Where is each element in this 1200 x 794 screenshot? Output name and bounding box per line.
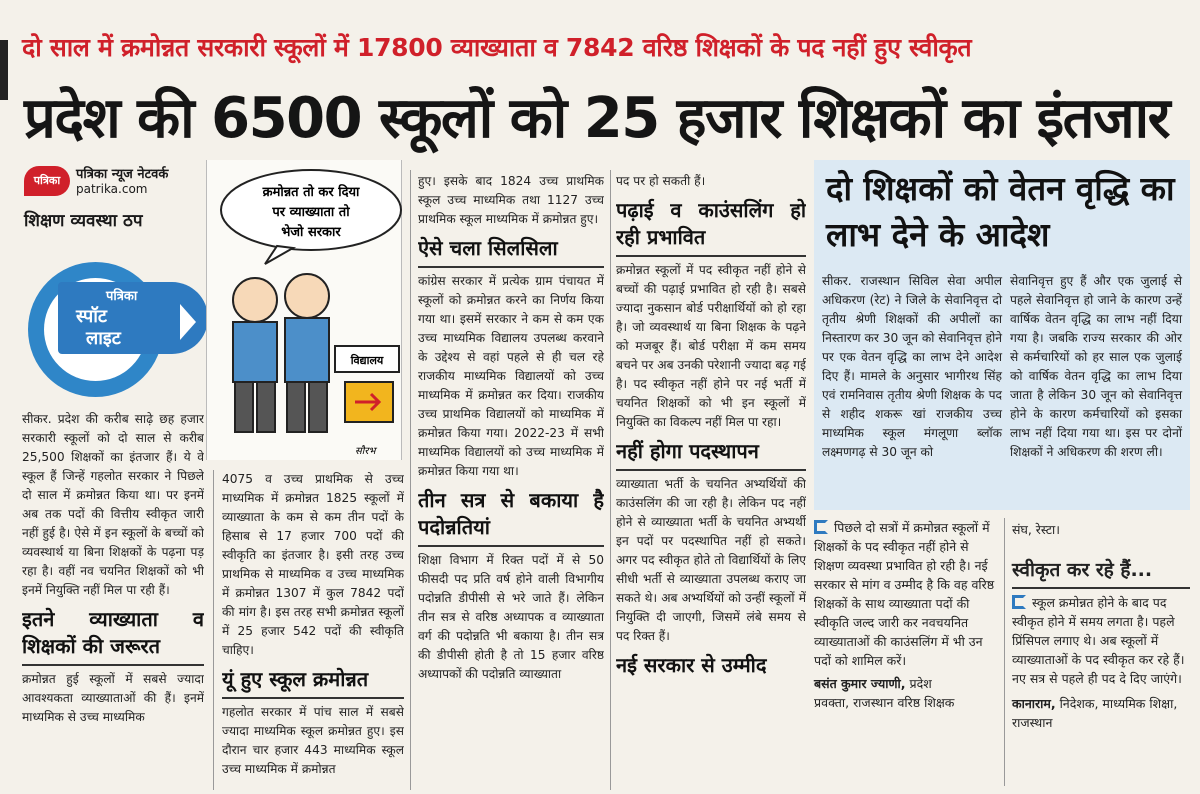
article-column-1: [22, 410, 204, 794]
col3-subhead-1: ऐसे चला सिलसिला: [418, 236, 558, 260]
quote-icon: [814, 520, 828, 534]
col3-rule-2: [418, 545, 604, 547]
brand-name: पत्रिका न्यूज नेटवर्क: [76, 167, 169, 182]
col3-subhead-2: तीन सत्र से बकाया है पदोन्नतियां: [418, 488, 604, 539]
quote1-role2: प्रवक्ता, राजस्थान वरिष्ठ शिक्षक: [814, 695, 955, 710]
sidebar-story-box: [814, 160, 1190, 510]
cartoon: [206, 160, 402, 460]
spotlight-line2: लाइट: [86, 328, 121, 349]
bubble-line3: भेजो सरकार: [281, 225, 341, 240]
col1-para2: क्रमोन्नत हुई स्कूलों में सबसे ज्यादा आवश्यकता व्याख्याताओं की हैं। इनमें माध्यमिक से उच्च माध्यमिक: [22, 672, 204, 724]
col4-para1: पद पर हो सकती हैं।: [616, 174, 706, 188]
col1-subhead: इतने व्याख्याता व शिक्षकों की जरूरत: [22, 607, 204, 658]
section-tag: शिक्षण व्यवस्था ठप: [24, 211, 143, 231]
quote-icon: [1012, 595, 1026, 609]
bubble-line1: क्रमोन्नत तो कर दिया: [262, 185, 360, 200]
col3-para2: कांग्रेस सरकार में प्रत्येक ग्राम पंचायत में स्कूलों को क्रमोन्नत करने का निर्णय किया गया था। इसमें सरकार ने कम से कम एक उच्च माध्यमिक विद्यालय उपलब्ध करवाने के उद्देश्य से वहां पहले से ही चल रहे राजकीय माध्यमिक विद्यालयों को उच्च माध्यमिक में क्रमोन्नत कर दिया। राजकीय उच्च प्राथमिक विद्यालयों को माध्यमिक में क्रमोन्नत किया गया। 2022-23 में सभी माध्यमिक विद्यालयों को उच्च माध्यमिक में क्रमोन्नत किया गया था।: [418, 274, 604, 478]
col2-para2: गहलोत सरकार में पांच साल में सबसे ज्यादा माध्यमिक स्कूल क्रमोन्नत हुए। इस दौरान चार हजार 443 माध्यमिक स्कूल उच्च माध्यमिक में क्रमोन्नत: [222, 705, 404, 776]
col3-rule-1: [418, 266, 604, 268]
brand-block: [24, 162, 214, 202]
quote1-role1: प्रदेश: [905, 676, 932, 691]
col4-para2: क्रमोन्नत स्कूलों में पद स्वीकृत नहीं होने से बच्चों की पढ़ाई प्रभावित हो रही है। सबसे ज्यादा नुकसान बोर्ड परीक्षार्थियों को हो रहा है। जो व्यवस्थार्थ या बिना शिक्षक के पढ़ने को मजबूर हैं। बोर्ड परीक्षा में कम समय बचने पर अब उनकी परेशानी ज्यादा बढ़ गई है। पद स्वीकृत नहीं होने पर नई भर्ती में चयनित शिक्षकों को भी इन स्कूलों में नियुक्ति का विकल्प नहीं मिल पा रहा।: [616, 263, 806, 429]
cartoon-illustration: [207, 160, 403, 460]
kicker-headline: दो साल में क्रमोन्नत सरकारी स्कूलों में 17800 व्याख्याता व 7842 वरिष्ठ शिक्षकों के पद नहीं हुए स्वीकृत: [22, 33, 972, 62]
quote-block-1: [814, 518, 998, 712]
quote2-text: स्कूल क्रमोन्नत होने के बाद पद स्वीकृत होने में समय लगता है। पहले प्रिंसिपल लगाए थे। अब स्कूलों में व्याख्याताओं के पद स्वीकृत कर रहे हैं। नए सत्र से पहले ही पद दे दिए जाएंगे।: [1012, 595, 1185, 686]
school-sign: विद्यालय: [350, 354, 384, 367]
article-column-4: [616, 172, 806, 794]
page-edge: [0, 40, 8, 100]
col3-para3: शिक्षा विभाग में रिक्त पदों में से 50 फीसदी पद प्रति वर्ष होने वाली विभागीय पदोन्नति डीपीसी से भरे जाते हैं। लेकिन तीन सत्र से वरिष्ठ अध्यापक व व्याख्याता वर्ग की पदोन्नति भी बकाया है। तीन सत्र की डीपीसी होती है तो 15 हजार वरिष्ठ अध्यापकों की पदोन्नति व्याख्याता: [418, 553, 604, 681]
article-column-2: [222, 470, 404, 794]
col4-rule-2: [616, 469, 806, 471]
quote2-role: निदेशक, माध्यमिक शिक्षा, राजस्थान: [1012, 696, 1178, 730]
col4-subhead-1: पढ़ाई व काउंसलिंग हो रही प्रभावित: [616, 198, 806, 249]
brand-url: patrika.com: [76, 182, 148, 196]
quote1-byline: बसंत कुमार ज्याणी,: [814, 676, 906, 691]
kicker-band: [0, 0, 1200, 74]
column-divider: [410, 170, 411, 790]
spotlight-brand: पत्रिका: [106, 289, 138, 304]
column-divider: [1004, 518, 1005, 786]
col1-para1: सीकर. प्रदेश की करीब साढ़े छह हजार सरकारी स्कूलों को दो साल से करीब 25,500 शिक्षकों का इंतजार हैं। ये वे स्कूल हैं जिन्हें गहलोत सरकार ने पिछले दो साल में क्रमोन्नत किया था। पर इनमें अब तक पदों की वित्तीय स्वीकृत जारी नहीं हुई है। ऐसे में इन स्कूलों के बच्चों को व्यवस्थार्थ या बिना शिक्षकों के पढ़ना पड़ रहा है। वहीं नव चयनित शिक्षकों को भी इनमें नियुक्ति नहीं मिल पा रही हैं।: [22, 412, 204, 597]
bubble-line2: पर व्याख्याता तो: [272, 205, 350, 220]
quote2-title: स्वीकृत कर रहे हैं...: [1012, 559, 1153, 581]
patrika-logo: पत्रिका: [24, 166, 70, 196]
col4-subhead-2: नहीं होगा पदस्थापन: [616, 439, 759, 463]
main-headline: प्रदेश की 6500 स्कूलों को 25 हजार शिक्षकों का इंतजार: [24, 86, 1170, 151]
sidebar-story-col-b: सेवानिवृत्त हुए हैं और एक जुलाई से पहले सेवानिवृत्त हो जाने के कारण उन्हें वार्षिक वेतन वृद्धि का लाभ नहीं दिया गया है। जबकि राज्य सरकार की ओर से कर्मचारियों को हर साल एक जुलाई को वार्षिक वेतन वृद्धि का लाभ दिया जाता है लेकिन 30 जून को सेवानिवृत्त होने के कारण कर्मचारियों को इसका लाभ नहीं दिया गया था। इस पर दोनों शिक्षकों ने अधिकरण की शरण ली।: [1010, 274, 1182, 459]
col2-rule: [222, 697, 404, 699]
col2-para1: 4075 व उच्च प्राथमिक से उच्च माध्यमिक में क्रमोन्नत 1825 स्कूलों में व्याख्याता के कम से कम तीन पदों के हिसाब से 17 हजार 700 पदों की स्वीकृति का इंतजार है। इसी तरह उच्च प्राथमिक से माध्यमिक व उच्च माध्यमिक में क्रमोन्नत 1307 में कुल 7842 पदों की मांग है। इस तरह सभी क्रमोन्नत स्कूलों में 25 हजार 542 पदों की स्वीकृति चाहिए।: [222, 472, 404, 657]
sidebar-story-col-a: सीकर. राजस्थान सिविल सेवा अपील अधिकरण (रेट) ने जिले के सेवानिवृत्त दो तृतीय श्रेणी शिक्षकों की अपीलों का निस्तारण कर 30 जून को सेवानिवृत्त होने पर एक वेतन वृद्धि का लाभ देने आदेश दिए हैं। मामले के अनुसार भागीरथ सिंह एवं रामनिवास तृतीय श्रेणी शिक्षक के पद से शहीद शकरू खां राजकीय उच्च माध्यमिक स्कूल मंगलूणा ब्लॉक लक्ष्मणगढ़ से 30 जून को: [822, 274, 1002, 459]
spotlight-logo: [28, 252, 208, 397]
quote2-prefix: संघ, रेस्टा।: [1012, 522, 1061, 537]
quote2-rule: [1012, 587, 1190, 589]
quote1-text: पिछले दो सत्रों में क्रमोन्नत स्कूलों में शिक्षकों के पद स्वीकृत नहीं होने से शिक्षण व्यवस्था प्रभावित हो रही है। नई सरकार से मांग व उम्मीद है कि वह वरिष्ठ शिक्षकों के साथ व्याख्याता पदों की स्वीकृति जल्द जारी कर नवचयनित व्याख्याताओं की काउंसलिंग में भी उन पदों को शामिल करें।: [814, 520, 995, 668]
col2-subhead: यूं हुए स्कूल क्रमोन्नत: [222, 667, 369, 691]
spotlight-line1: स्पॉट: [76, 306, 107, 327]
col3-para1: हुए। इसके बाद 1824 उच्च प्राथमिक स्कूल उच्च माध्यमिक तथा 1127 उच्च प्राथमिक स्कूल माध्यमिक में क्रमोन्नत हुए।: [418, 174, 604, 226]
column-divider: [610, 170, 611, 790]
quote-block-2: [1012, 520, 1190, 732]
col4-subhead-3: नई सरकार से उम्मीद: [616, 653, 767, 677]
quote2-byline: कानाराम,: [1012, 696, 1056, 711]
article-column-3: [418, 172, 604, 794]
col4-rule-1: [616, 255, 806, 257]
chevron-right-icon: [180, 304, 196, 340]
col4-para3: व्याख्याता भर्ती के चयनित अभ्यर्थियों की काउंसलिंग की जा रही है। लेकिन पद नहीं होने से व्याख्याता भर्ती के चयनित अभ्यर्थी इन पदों पर पदस्थापित नहीं हो सकते। अगर पद स्वीकृत होते तो विद्यार्थियों के लिए सीधी भर्ती से व्याख्याता उपलब्ध कराए जा सकते थे। अब अभ्यर्थियों को उन्हीं स्कूलों में नियुक्ति दी जाएगी, जिसमें लंबे समय से पद रिक्त हैं।: [616, 477, 806, 643]
sidebar-story-title: दो शिक्षकों को वेतन वृद्धि का लाभ देने के आदेश: [826, 169, 1175, 254]
column-divider: [213, 470, 214, 790]
cartoonist-signature: सौरभ: [355, 446, 376, 457]
col1-rule: [22, 664, 204, 666]
